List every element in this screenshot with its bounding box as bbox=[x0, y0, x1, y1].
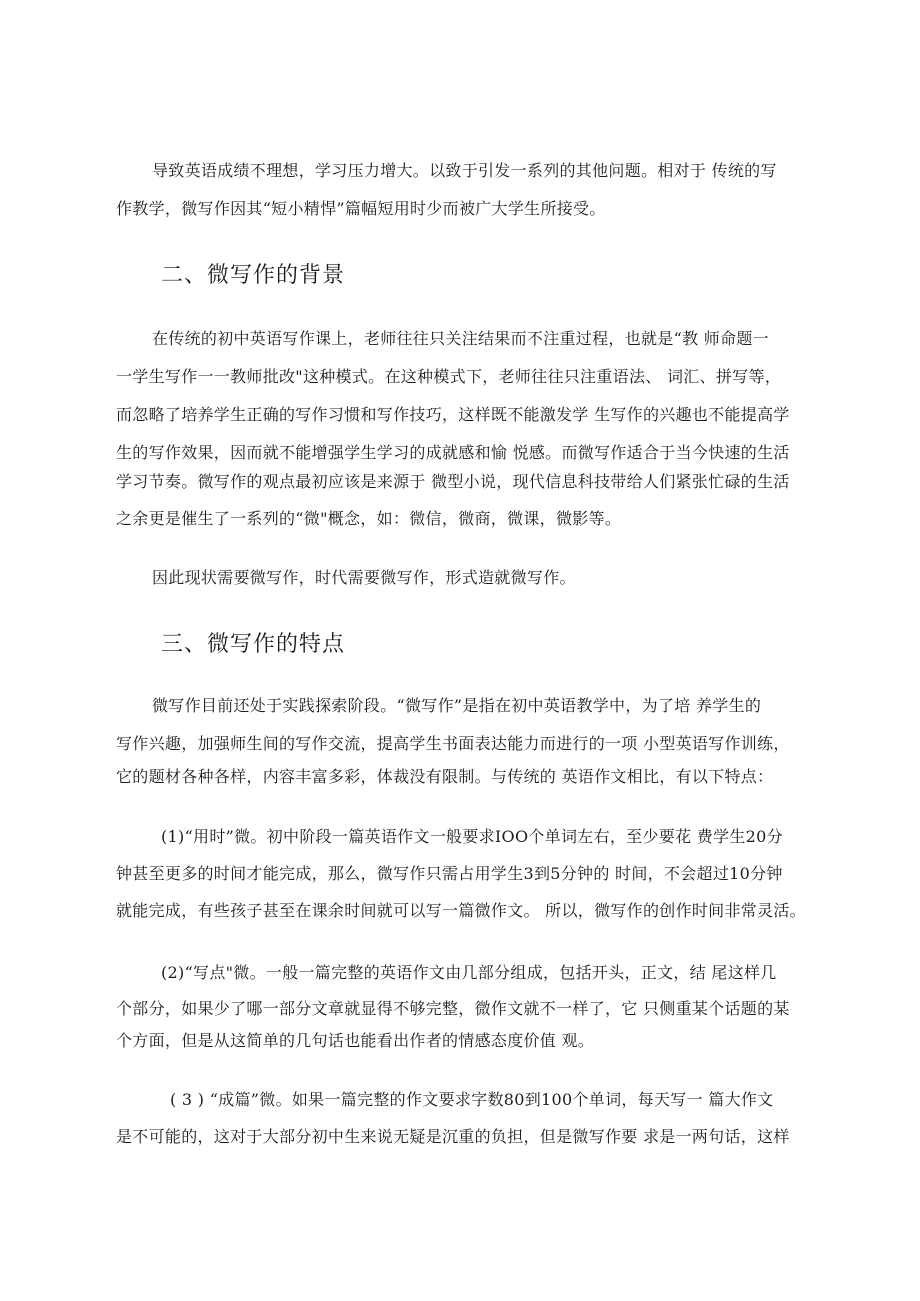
para-background-line-3: 而忽略了培养学生正确的写作习惯和写作技巧，这样既不能激发学 生写作的兴趣也不能提高学 bbox=[116, 405, 790, 424]
para-background-line-1: 在传统的初中英语写作课上，老师往往只关注结果而不注重过程，也就是“教 师命题一 bbox=[152, 329, 769, 348]
para-intro-line-2: 作教学，微写作因其“短小精悍”篇幅短用时少而被广大学生所接受。 bbox=[116, 199, 606, 218]
item-3-line-1: ( 3 ) “成篇”微。如果一篇完整的作文要求字数80到100个单词，每天写一 篇大作文 bbox=[170, 1090, 774, 1109]
para-background-line-2: 一学生写作一一教师批改"这种模式。在这种模式下，老师往往只注重语法、 词汇、拼写等， bbox=[116, 367, 782, 386]
section-heading-background: 二、微写作的背景 bbox=[161, 263, 346, 288]
section-heading-features: 三、微写作的特点 bbox=[161, 632, 346, 657]
item-2-line-2: 个部分，如果少了哪一部分文章就显得不够完整，微作文就不一样了，它 只侧重某个话题的某 bbox=[116, 999, 790, 1018]
para-intro-line-1: 导致英语成绩不理想，学习压力增大。以致于引发一系列的其他问题。相对于 传统的写 bbox=[152, 161, 777, 180]
item-2-line-3: 个方面，但是从这简单的几句话也能看出作者的情感态度价值 观。 bbox=[116, 1031, 595, 1050]
item-1-line-1: (1)“用时”微。初中阶段一篇英语作文一般要求IOO个单词左右，至少要花 费学生20分 bbox=[161, 827, 783, 846]
para-background-line-5: 学习节奏。微写作的观点最初应该是来源于 微型小说，现代信息科技带给人们紧张忙碌的生活 bbox=[116, 472, 790, 491]
item-2-line-1: (2)“写点"微。一般一篇完整的英语作文由几部分组成，包括开头，正文，结 尾这样几 bbox=[161, 963, 777, 982]
item-1-line-2: 钟甚至更多的时间才能完成，那么，微写作只需占用学生3到5分钟的 时间，不会超过10分钟 bbox=[116, 864, 783, 883]
para-background-line-4: 生的写作效果，因而就不能增强学生学习的成就感和愉 悦感。而微写作适合于当今快速的生活 bbox=[116, 443, 790, 462]
item-3-line-2: 是不可能的，这对于大部分初中生来说无疑是沉重的负担，但是微写作要 求是一两句话，这样 bbox=[116, 1127, 790, 1146]
para-features-line-1: 微写作目前还处于实践探索阶段。“微写作”是指在初中英语教学中，为了培 养学生的 bbox=[152, 696, 762, 715]
para-background-line-6: 之余更是催生了一系列的“微"概念，如：微信，微商，微课，微影等。 bbox=[116, 509, 622, 528]
para-conclusion: 因此现状需要微写作，时代需要微写作，形式造就微写作。 bbox=[152, 568, 576, 587]
item-1-line-3: 就能完成，有些孩子甚至在课余时间就可以写一篇微作文。 所以，微写作的创作时间非常灵活。 bbox=[116, 901, 806, 920]
para-features-line-2: 写作兴趣，加强师生间的写作交流，提高学生书面表达能力而进行的一项 小型英语写作训练， bbox=[116, 734, 790, 753]
para-features-line-3: 它的题材各种各样，内容丰富多彩，体裁没有限制。与传统的 英语作文相比，有以下特点： bbox=[116, 767, 774, 786]
